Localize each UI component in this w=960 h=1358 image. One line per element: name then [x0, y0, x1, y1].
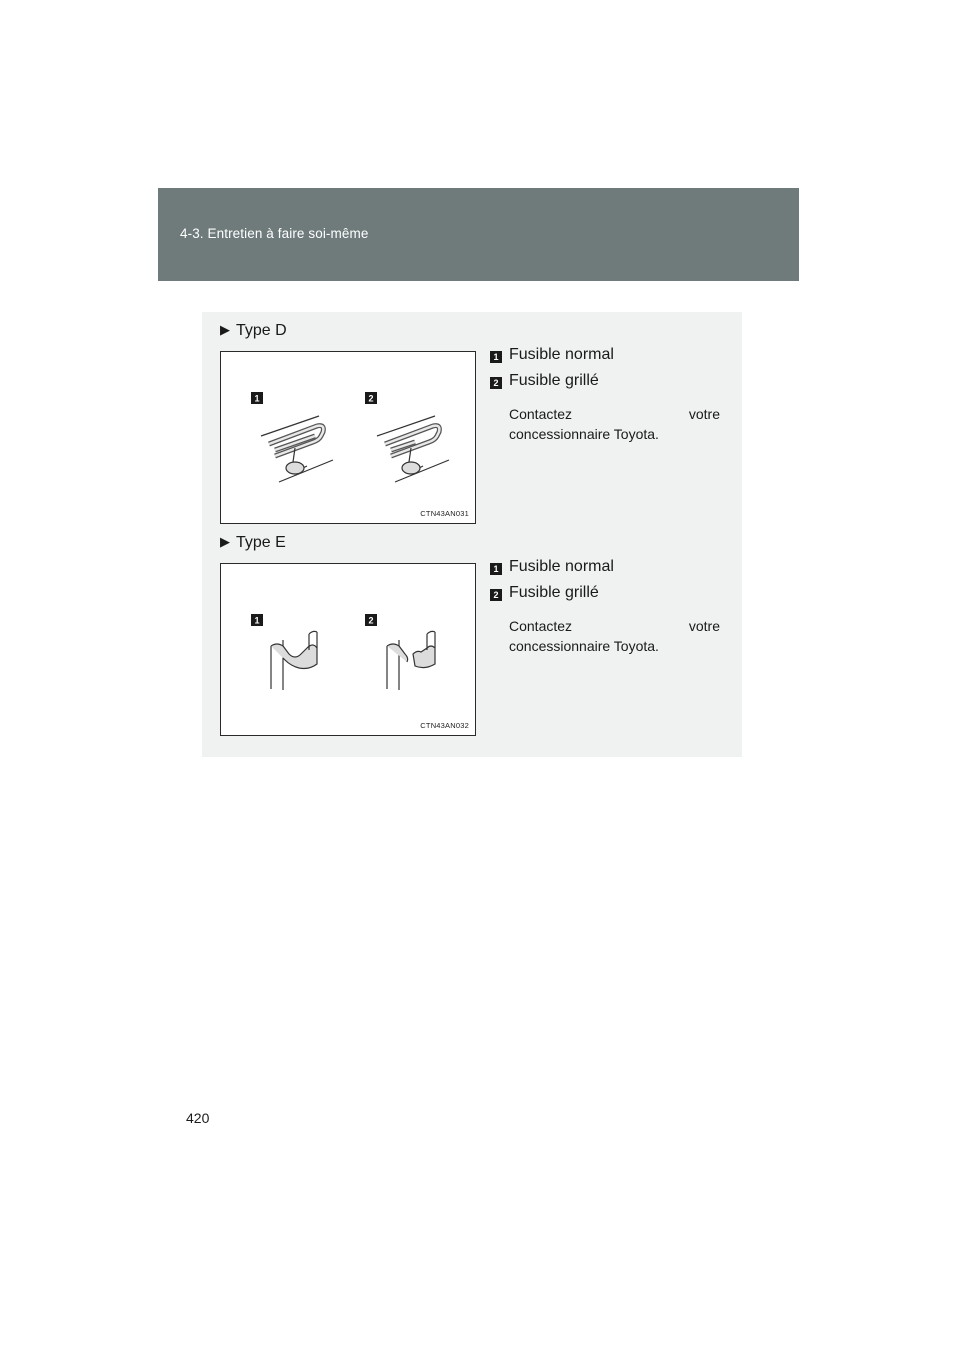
fuse-figure-type-d	[220, 351, 476, 524]
legend-label: Fusible grillé	[509, 372, 599, 389]
legend-item	[490, 558, 720, 584]
figure-badge-1-label: 1	[254, 393, 260, 404]
blown-fuse-drawing	[387, 631, 435, 690]
legend-item	[490, 372, 720, 398]
normal-fuse-drawing	[271, 631, 317, 690]
number-badge: 2	[490, 589, 502, 601]
type-d-heading: ▶ Type D	[220, 322, 287, 339]
number-badge: 1	[490, 563, 502, 575]
number-badge: 2	[490, 377, 502, 389]
legend-label: Fusible normal	[509, 346, 614, 363]
page-number: 420	[186, 1110, 210, 1126]
fuse-figure-type-e	[220, 563, 476, 736]
triangle-bullet-icon: ▶	[220, 534, 230, 549]
blown-fuse-drawing	[377, 416, 449, 482]
type-e-legend	[490, 558, 720, 656]
section-title: 4-3. Entretien à faire soi-même	[180, 226, 369, 241]
type-e-heading: ▶ Type E	[220, 534, 286, 551]
figure-code: CTN43AN032	[420, 721, 469, 730]
dealer-note: Contactez votre concessionnaire Toyota.	[509, 406, 720, 442]
figure-badge-2-label: 2	[368, 615, 374, 626]
legend-label: Fusible grillé	[509, 584, 599, 601]
dealer-note: Contactez votre concessionnaire Toyota.	[509, 618, 720, 654]
content-box	[202, 312, 742, 757]
number-badge: 1	[490, 351, 502, 363]
fuse-type-d-illustration	[221, 352, 477, 525]
normal-fuse-drawing	[261, 416, 333, 482]
legend-label: Fusible normal	[509, 558, 614, 575]
fuse-type-e-illustration	[221, 564, 477, 737]
figure-code: CTN43AN031	[420, 509, 469, 518]
legend-item	[490, 346, 720, 372]
type-d-legend	[490, 346, 720, 444]
triangle-bullet-icon: ▶	[220, 322, 230, 337]
figure-badge-1-label: 1	[254, 615, 260, 626]
legend-item	[490, 584, 720, 610]
header-band	[158, 188, 799, 281]
figure-badge-2-label: 2	[368, 393, 374, 404]
